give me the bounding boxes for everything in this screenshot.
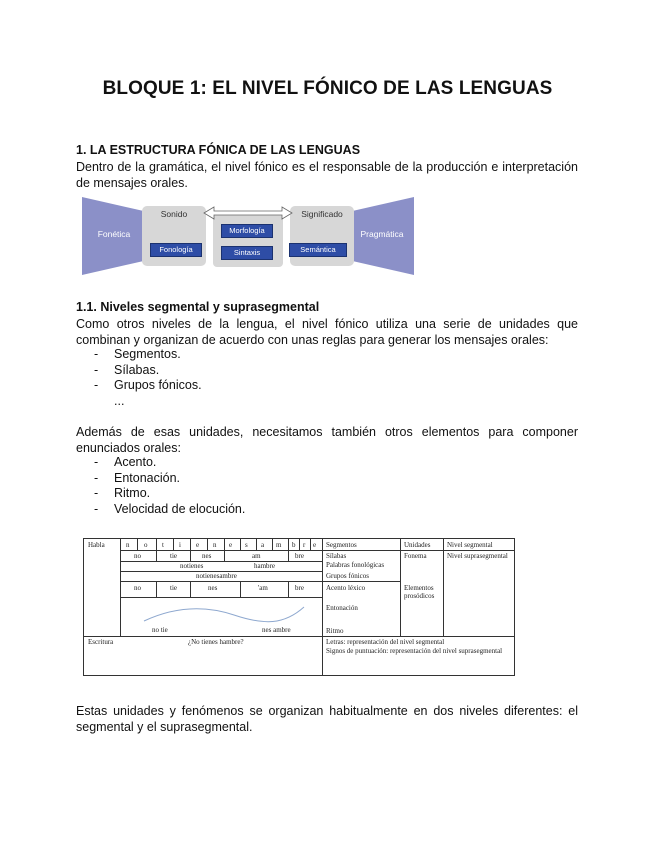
accent-cell: 'am: [258, 584, 268, 592]
syllable-cell: tie: [170, 552, 177, 560]
fonema-label: Fonema: [404, 552, 427, 560]
letter-cell: a: [261, 541, 265, 549]
list-item: - Velocidad de elocución.: [94, 502, 245, 518]
accent-cell: tie: [170, 584, 177, 592]
list-item: - Acento.: [94, 455, 245, 471]
list-item: - Entonación.: [94, 471, 245, 487]
letter-cell: i: [179, 541, 181, 549]
pragmatica-label: Pragmática: [360, 229, 404, 239]
letter-cell: m: [276, 541, 282, 549]
curve-label: no tie: [152, 626, 168, 634]
syllable-cell: am: [252, 552, 261, 560]
silabas-label: Sílabas: [326, 552, 347, 560]
section-1-paragraph: Dentro de la gramática, el nivel fónico es el responsable de la producción e interpretación de mensajes orales.: [76, 160, 578, 190]
elements-paragraph: Además de esas unidades, necesitamos también otros elementos para componer enunciados orales:: [76, 425, 578, 455]
letter-cell: b: [292, 541, 296, 549]
letter-cell: n: [213, 541, 217, 549]
letter-cell: o: [144, 541, 148, 549]
list-item: - Segmentos.: [94, 347, 202, 363]
accent-cell: bre: [295, 584, 304, 592]
grupos-label: Grupos fónicos: [326, 572, 369, 580]
syllable-cell: no: [134, 552, 141, 560]
word-cell: hambre: [254, 562, 275, 570]
letter-cell: e: [229, 541, 233, 549]
letter-cell: s: [245, 541, 248, 549]
signos-description: Signos de puntuación: representación del nivel suprasegmental: [326, 647, 503, 655]
semantica-box: Semántica: [289, 243, 347, 257]
letter-cell: n: [126, 541, 130, 549]
syllable-cell: nes: [202, 552, 212, 560]
section-heading-1-1: 1.1. Niveles segmental y suprasegmental: [76, 300, 320, 314]
list-item: - Sílabas.: [94, 363, 202, 379]
section-heading-1: 1. LA ESTRUCTURA FÓNICA DE LAS LENGUAS: [76, 143, 361, 157]
acento-label: Acento léxico: [326, 584, 366, 592]
nivel-segmental-header: Nivel segmental: [447, 541, 493, 549]
accent-cell: nes: [208, 584, 218, 592]
letter-cell: t: [162, 541, 164, 549]
elementos-label: Elementos prosódicos: [404, 584, 435, 600]
accent-cell: no: [134, 584, 141, 592]
fonologia-box: Fonología: [150, 243, 202, 257]
sonido-label: Sonido: [160, 209, 188, 219]
letter-cell: r: [303, 541, 306, 549]
curve-label: nes ambre: [262, 626, 291, 634]
grammar-levels-diagram: [82, 195, 414, 277]
document-title: BLOQUE 1: EL NIVEL FÓNICO DE LAS LENGUAS: [102, 78, 553, 99]
habla-label: Habla: [88, 541, 105, 549]
list-item: - Ritmo.: [94, 486, 245, 502]
fonetica-label: Fonética: [97, 229, 131, 239]
palabras-label: Palabras fonológicas: [326, 561, 385, 569]
list-item: - Grupos fónicos.: [94, 378, 202, 394]
letter-cell: e: [196, 541, 200, 549]
sintaxis-box: Sintaxis: [221, 246, 273, 260]
ritmo-label: Ritmo: [326, 627, 344, 635]
unidades-header: Unidades: [404, 541, 431, 549]
escritura-label: Escritura: [88, 638, 114, 646]
syllable-cell: bre: [295, 552, 304, 560]
list-item-ellipsis: ...: [114, 393, 125, 408]
morfologia-box: Morfología: [221, 224, 273, 238]
word-cell: notienes: [180, 562, 204, 570]
elements-list: [94, 455, 245, 517]
phonic-units-table: [83, 538, 515, 676]
significado-label: Significado: [301, 209, 343, 219]
oracion-label: ¿No tienes hambre?: [188, 638, 244, 646]
units-list: [94, 347, 202, 409]
entonacion-label: Entonación: [326, 604, 358, 612]
letter-cell: e: [313, 541, 317, 549]
section-1-1-paragraph: Como otros niveles de la lengua, el nivel fónico utiliza una serie de unidades que combinan y organizan de acuerdo con unas reglas para generar los mensajes orales:: [76, 317, 578, 347]
letras-description: Letras: representación del nivel segmental: [326, 638, 445, 646]
group-cell: notienesambre: [196, 572, 237, 580]
nivel-suprasegmental-label: Nivel suprasegmental: [447, 552, 508, 560]
segmentos-label: Segmentos: [326, 541, 357, 549]
closing-paragraph: Estas unidades y fenómenos se organizan habitualmente en dos niveles diferentes: el segmental y el suprasegmental.: [76, 704, 578, 734]
